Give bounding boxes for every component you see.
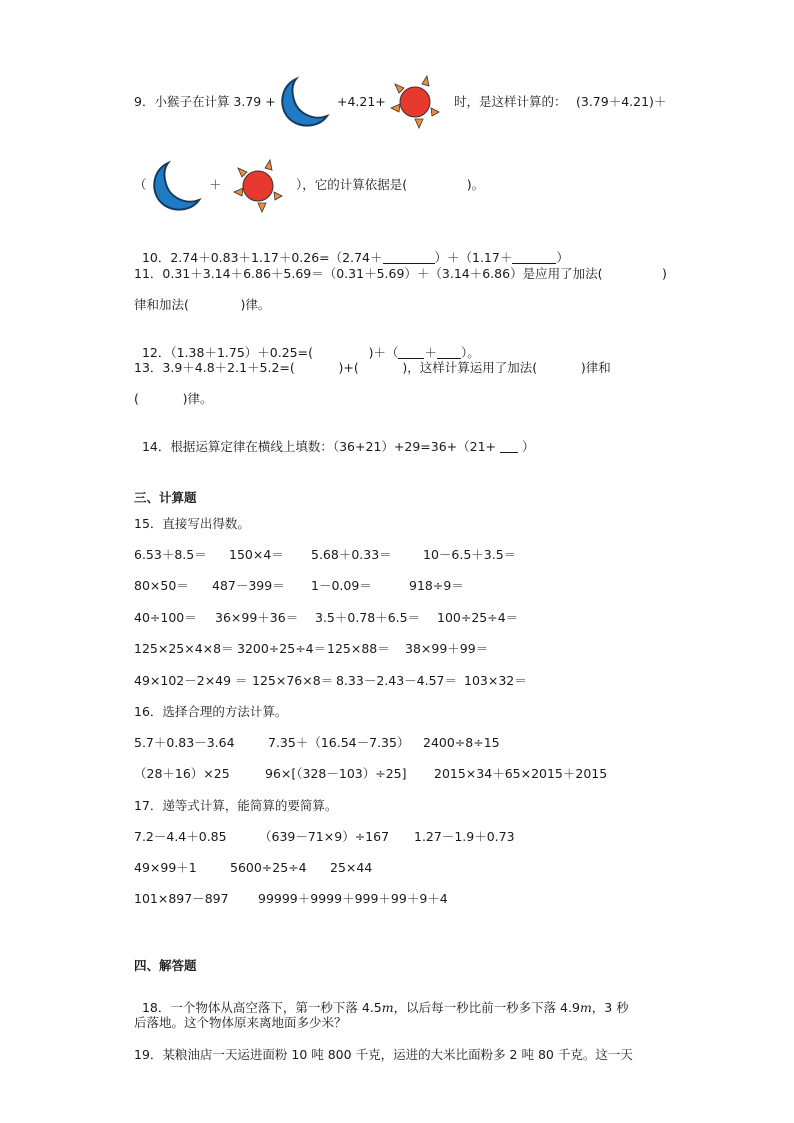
q17-item: 25×44 [330, 860, 373, 875]
section4-title: 四、解答题 [134, 958, 197, 973]
q17-item: 99999＋9999＋999＋99＋9＋4 [258, 891, 448, 906]
q15-title: 15．直接写出得数。 [134, 516, 250, 531]
q9-line2-tail: ），它的计算依据是( )。 [296, 177, 485, 192]
q14-part-a: 14．根据运算定律在横线上填数：（36+21）+29=36+（21+ [141, 439, 500, 454]
q15-item: 125×88＝ [327, 641, 390, 656]
q15-item: 3200÷25÷4＝ [237, 641, 327, 656]
q10-blank-2[interactable] [512, 251, 556, 264]
q17-item: 5600÷25÷4 [230, 860, 307, 875]
q15-item: 6.53＋8.5＝ [134, 547, 207, 562]
q11-line1: 11．0.31＋3.14＋6.86＋5.69＝（0.31＋5.69）＋（3.14＋6.86）是应用了加法( ) [134, 266, 667, 281]
q9-line2-plus: ＋ [209, 177, 222, 192]
q17-title: 17．递等式计算，能简算的要简算。 [134, 798, 338, 813]
q15-item: 125×25×4×8＝ [134, 641, 234, 656]
q15-item: 38×99＋99＝ [405, 641, 489, 656]
q15-item: 80×50＝ [134, 578, 189, 593]
q18-line2: 后落地。这个物体原来离地面多少米？ [134, 1015, 347, 1030]
q12-part-b: ＋ [424, 345, 437, 360]
q9-plus-text: +4.21+ [337, 94, 386, 109]
q12-part-a: 12．（1.38＋1.75）＋0.25=( )＋（ [141, 345, 399, 360]
q14-blank[interactable] [500, 440, 518, 453]
q15-item: 918÷9＝ [409, 578, 464, 593]
q18-part-a: 18．一个物体从高空落下，第一秒下落 4.5 [141, 1000, 382, 1015]
q16-item: 96×[（328－103）÷25] [265, 766, 407, 781]
q12-blank-1[interactable] [398, 346, 424, 359]
q12 [134, 329, 480, 361]
q18-unit-m: m [381, 1000, 394, 1015]
q9-line2-open: （ [134, 177, 147, 192]
q14-part-b: ） [517, 439, 535, 454]
q16-item: （28＋16）×25 [134, 766, 230, 781]
section3-title: 三、计算题 [134, 490, 197, 505]
q16-item: 2015×34＋65×2015＋2015 [434, 766, 608, 781]
q15-item: 49×102－2×49 ＝ [134, 673, 248, 688]
q10-blank-1[interactable] [383, 251, 435, 264]
q17-item: 1.27－1.9＋0.73 [414, 829, 515, 844]
moon-icon [274, 76, 330, 130]
sun-icon [387, 72, 443, 132]
q16-title: 16．选择合理的方法计算。 [134, 704, 288, 719]
q15-item: 10－6.5＋3.5＝ [423, 547, 517, 562]
q17-item: 7.2－4.4＋0.85 [134, 829, 227, 844]
q15-item: 150×4＝ [229, 547, 284, 562]
q15-item: 5.68＋0.33＝ [311, 547, 392, 562]
q16-item: 5.7＋0.83－3.64 [134, 735, 235, 750]
sun-icon [230, 156, 286, 216]
q14 [134, 423, 534, 455]
q15-item: 487－399＝ [212, 578, 285, 593]
q15-item: 3.5＋0.78＋6.5＝ [315, 610, 421, 625]
q9-prefix: 9．小猴子在计算 3.79 + [134, 94, 276, 109]
q17-item: （639－71×9）÷167 [259, 829, 390, 844]
q18-part-c: ，3 秒 [591, 1000, 629, 1015]
q18-unit-m: m [579, 1000, 592, 1015]
q13-line2: ( )律。 [134, 391, 213, 406]
moon-icon [146, 160, 202, 214]
q18-part-b: ，以后每一秒比前一秒多下落 4.9 [393, 1000, 580, 1015]
q16-item: 7.35＋（16.54－7.35） [268, 735, 410, 750]
q10-part-b: ）＋（1.17＋ [434, 250, 513, 265]
q10-part-a: 10．2.74＋0.83＋1.17＋0.26=（2.74＋ [141, 250, 383, 265]
q16-item: 2400÷8÷15 [423, 735, 500, 750]
q15-item: 100÷25÷4＝ [437, 610, 519, 625]
q12-blank-2[interactable] [437, 346, 461, 359]
q13-line1: 13．3.9＋4.8＋2.1＋5.2=( )+( )，这样计算运用了加法( )律和 [134, 360, 611, 375]
q9-paren-text: (3.79＋4.21)＋ [576, 94, 667, 109]
q9-mid-text: 时，是这样计算的： [454, 94, 567, 109]
q15-item: 1－0.09＝ [311, 578, 372, 593]
q17-item: 101×897－897 [134, 891, 229, 906]
q10 [134, 234, 569, 266]
q10-part-c: ） [556, 250, 569, 265]
q17-item: 49×99＋1 [134, 860, 197, 875]
q15-item: 36×99＋36＝ [215, 610, 299, 625]
q12-part-c: ）。 [460, 345, 480, 360]
q18-line1 [134, 984, 629, 1016]
q15-item: 103×32＝ [464, 673, 527, 688]
q15-item: 125×76×8＝ [252, 673, 334, 688]
q15-item: 40÷100＝ [134, 610, 197, 625]
q11-line2: 律和加法( )律。 [134, 297, 271, 312]
q15-item: 8.33－2.43－4.57＝ [336, 673, 457, 688]
q19-line1: 19．某粮油店一天运进面粉 10 吨 800 千克，运进的大米比面粉多 2 吨 80 千克。这一天 [134, 1047, 633, 1062]
